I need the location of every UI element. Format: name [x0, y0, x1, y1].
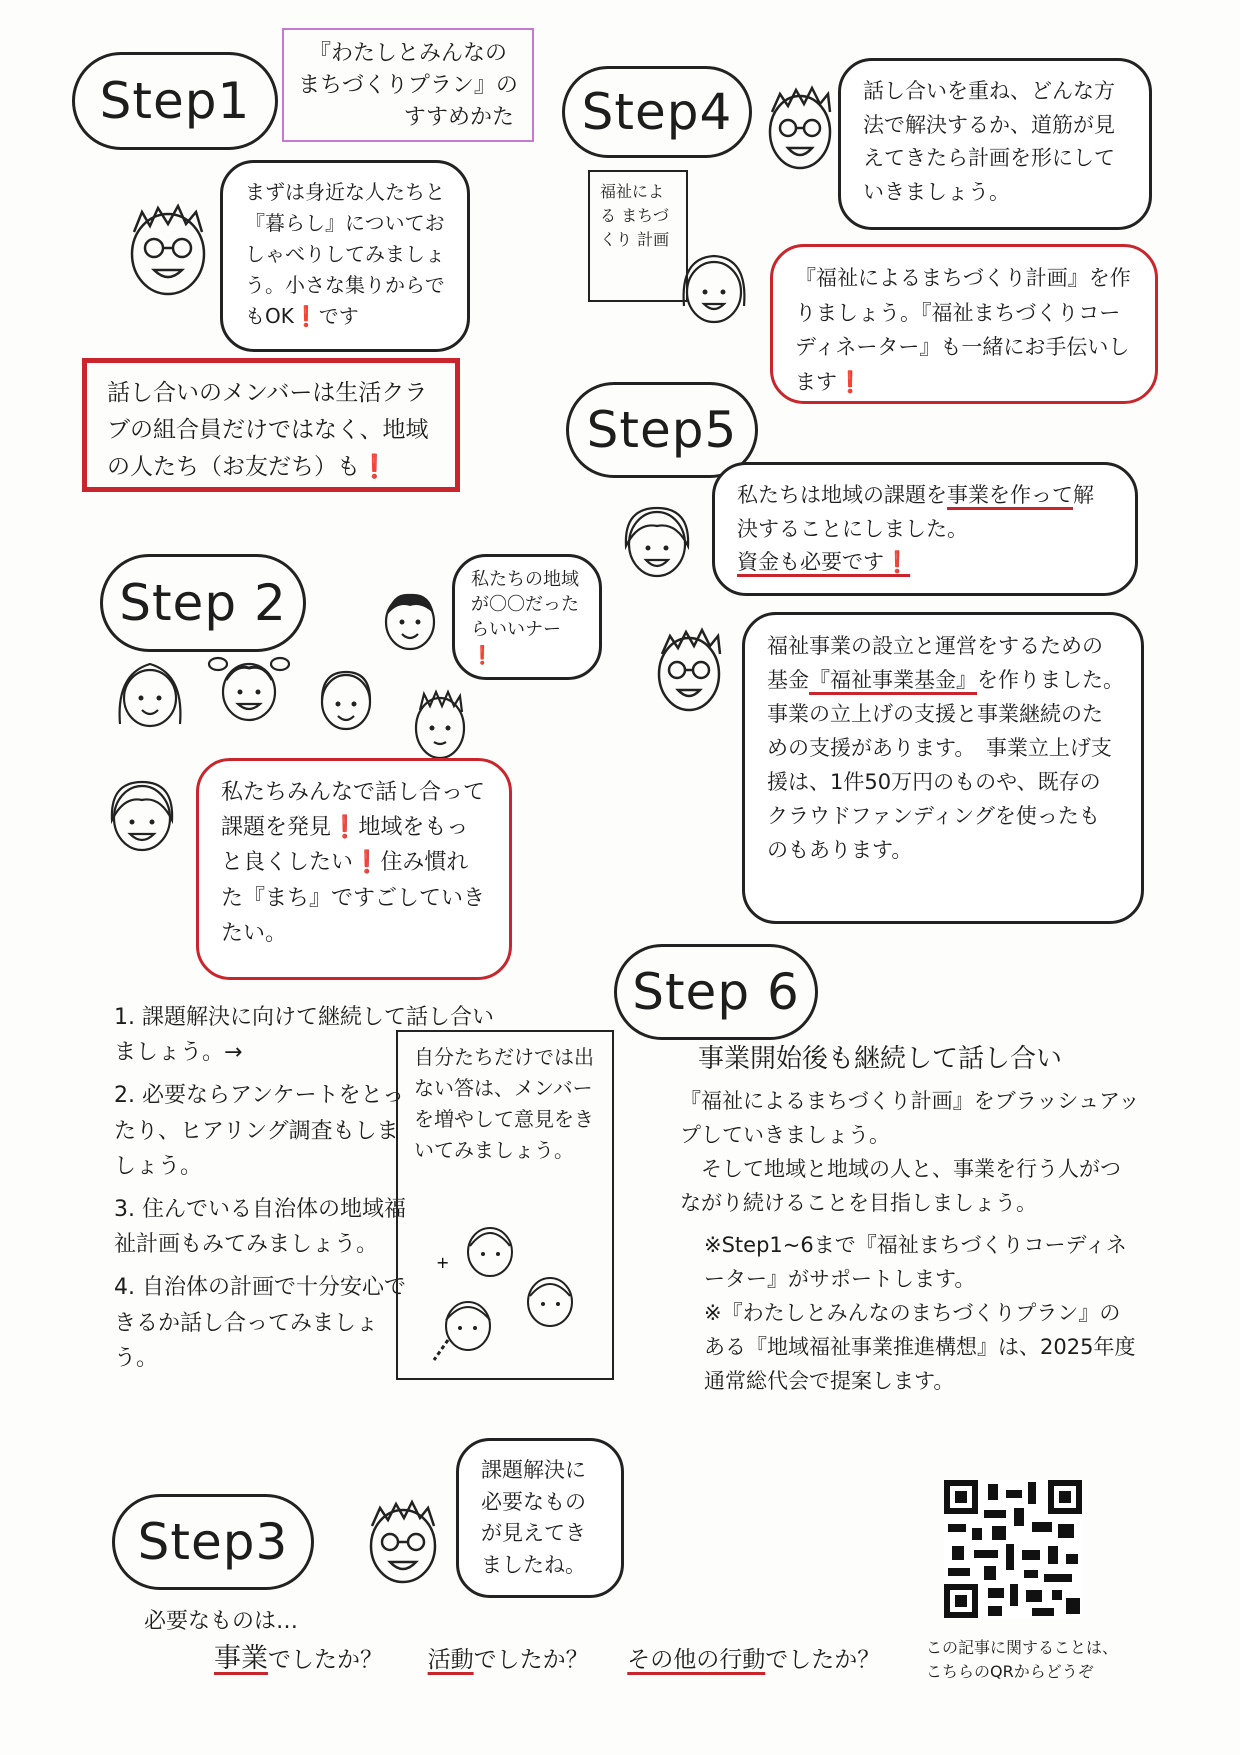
qr-caption-text: この記事に関することは、こちらのQRからどうぞ — [926, 1638, 1119, 1681]
step5-bubble1-a: 私たちは地域の課題を — [737, 483, 947, 507]
step5-bubble1-underlined: 事業を作って — [947, 483, 1073, 507]
face-glasses-man-icon — [358, 1490, 448, 1590]
step3-speech-bubble — [456, 1438, 624, 1598]
step6-p2: そして地域と地域の人と、事業を行う人がつながり続けることを目指しましょう。 — [680, 1157, 1121, 1216]
step5-fund-bubble — [742, 612, 1144, 924]
step2-small-bubble-text: 私たちの地域が〇〇だったらいいナー❗ — [471, 569, 579, 666]
step3-bubble-text: 課題解決に必要なものが見えてきましたね。 — [481, 1458, 586, 1577]
step3-q2-rest: でしたか？ — [473, 1647, 589, 1673]
step2-title: Step 2 — [100, 554, 306, 652]
step1-title: Step1 — [72, 52, 278, 150]
qr-code[interactable] — [944, 1480, 1082, 1618]
qr-caption — [926, 1636, 1126, 1684]
step2-main-bubble — [196, 758, 512, 980]
step2-side-box-text: 自分たちだけでは出ない答は、メンバーを増やして意見をきいてみましょう。 — [414, 1045, 594, 1162]
list-item: 1. 課題解決に向けて継続して話し合いましょう。→ — [114, 1005, 494, 1066]
step3-q3-word: その他の行動 — [627, 1647, 766, 1673]
step3-q3-rest: でしたか？ — [765, 1647, 881, 1673]
step3-q2-word: 活動 — [427, 1647, 474, 1673]
step1-member-note — [82, 358, 460, 492]
step1-note-text: 話し合いのメンバーは生活クラブの組合員だけではなく、地域の人たち（お友だち）も❗ — [107, 380, 429, 480]
step6-note2: ※『わたしとみんなのまちづくりプラン』のある『地域福祉事業推進構想』は、2025年度通常総代会で提案します。 — [704, 1301, 1136, 1394]
step5-bubble1-b: 解決することにしました。 — [737, 483, 1094, 541]
step2-action-list — [114, 1000, 494, 1384]
face-older-woman-icon — [314, 664, 378, 734]
intro-line3: すすめかた — [403, 104, 514, 130]
step5-speech-bubble — [712, 462, 1138, 596]
face-boy-icon — [378, 584, 442, 654]
step2-side-box — [396, 1030, 614, 1380]
intro-line1: 『わたしとみんなの — [308, 41, 507, 66]
face-woman-icon — [676, 244, 752, 330]
intro-line2: まちづくりプラン』の — [298, 72, 518, 98]
plan-document-label: 福祉による まちづくり 計画 — [600, 182, 670, 249]
face-woman-icon — [114, 654, 186, 734]
step3-lead: 必要なものは… — [144, 1609, 299, 1634]
step6-p1: 『福祉によるまちづくり計画』をブラッシュアップしていきましょう。 — [680, 1089, 1140, 1148]
plan-document-icon — [588, 170, 688, 302]
faces-group-icon — [410, 1216, 600, 1366]
step3-title: Step3 — [112, 1494, 314, 1590]
svg-text:+: + — [436, 1253, 450, 1272]
intro-box — [282, 28, 534, 142]
step5-bubble2-a: 福祉事業の設立と運営をするための基金 — [767, 634, 1103, 693]
step6-heading: 事業開始後も継続して話し合い — [698, 1044, 1063, 1074]
step5-title: Step5 — [566, 382, 758, 478]
step5-bubble2-b: を作りました。 事業の立上げの支援と事業継続のための支援があります。 事業立上げ支援は、1件50万円のものや、既存のクラウドファンディングを使ったものもあります。 — [767, 668, 1135, 863]
face-glasses-man-icon — [648, 620, 730, 716]
face-woman-short-hair-icon — [616, 494, 698, 584]
step3-q1-word: 事業 — [214, 1643, 268, 1674]
step4-bubble1-text: 話し合いを重ね、どんな方法で解決するか、道筋が見えてきたら計画を形にしていきましょう。 — [863, 79, 1115, 204]
step2-main-bubble-text: 私たちみんなで話し合って課題を発見❗地域をもっと良くしたい❗住み慣れた『まち』ですごしていきたい。 — [221, 780, 486, 946]
step6-note1: ※Step1~6まで『福祉まちづくりコーディネーター』がサポートします。 — [704, 1233, 1127, 1292]
step1-bubble-text: まずは身近な人たちと『暮らし』についておしゃべりしてみましょう。小さな集りからでもOK❗です — [245, 180, 445, 328]
step5-bubble1-c: 資金も必要です❗ — [737, 550, 911, 575]
step4-plan-bubble — [770, 244, 1158, 404]
face-girl-pigtails-icon — [206, 646, 292, 730]
list-item: 3. 住んでいる自治体の地域福祉計画もみてみましょう。 — [114, 1196, 406, 1258]
face-glasses-man-icon — [118, 192, 218, 302]
list-item: 4. 自治体の計画で十分安心できるか話し合ってみましょう。 — [114, 1275, 406, 1371]
step3-q1-rest: でしたか？ — [268, 1647, 383, 1673]
list-item: 2. 必要ならアンケートをとったり、ヒアリング調査もしましょう。 — [114, 1083, 405, 1179]
step5-bubble2-underlined: 『福祉事業基金』 — [809, 668, 977, 693]
step4-bubble2-text: 『福祉によるまちづくり計画』を作りましょう。『福祉まちづくりコーディネーター』も一緒にお手伝いします❗ — [795, 266, 1131, 394]
step2-small-bubble — [452, 554, 602, 680]
step3-questions — [214, 1636, 880, 1675]
step4-title: Step4 — [562, 66, 752, 158]
step4-speech-bubble — [838, 58, 1152, 230]
face-glasses-man-icon — [760, 78, 840, 174]
face-woman-short-hair-icon — [102, 770, 182, 860]
step6-title: Step 6 — [614, 944, 818, 1040]
step1-speech-bubble — [220, 160, 470, 352]
step6-body — [680, 1084, 1140, 1398]
face-man-icon — [408, 684, 472, 764]
